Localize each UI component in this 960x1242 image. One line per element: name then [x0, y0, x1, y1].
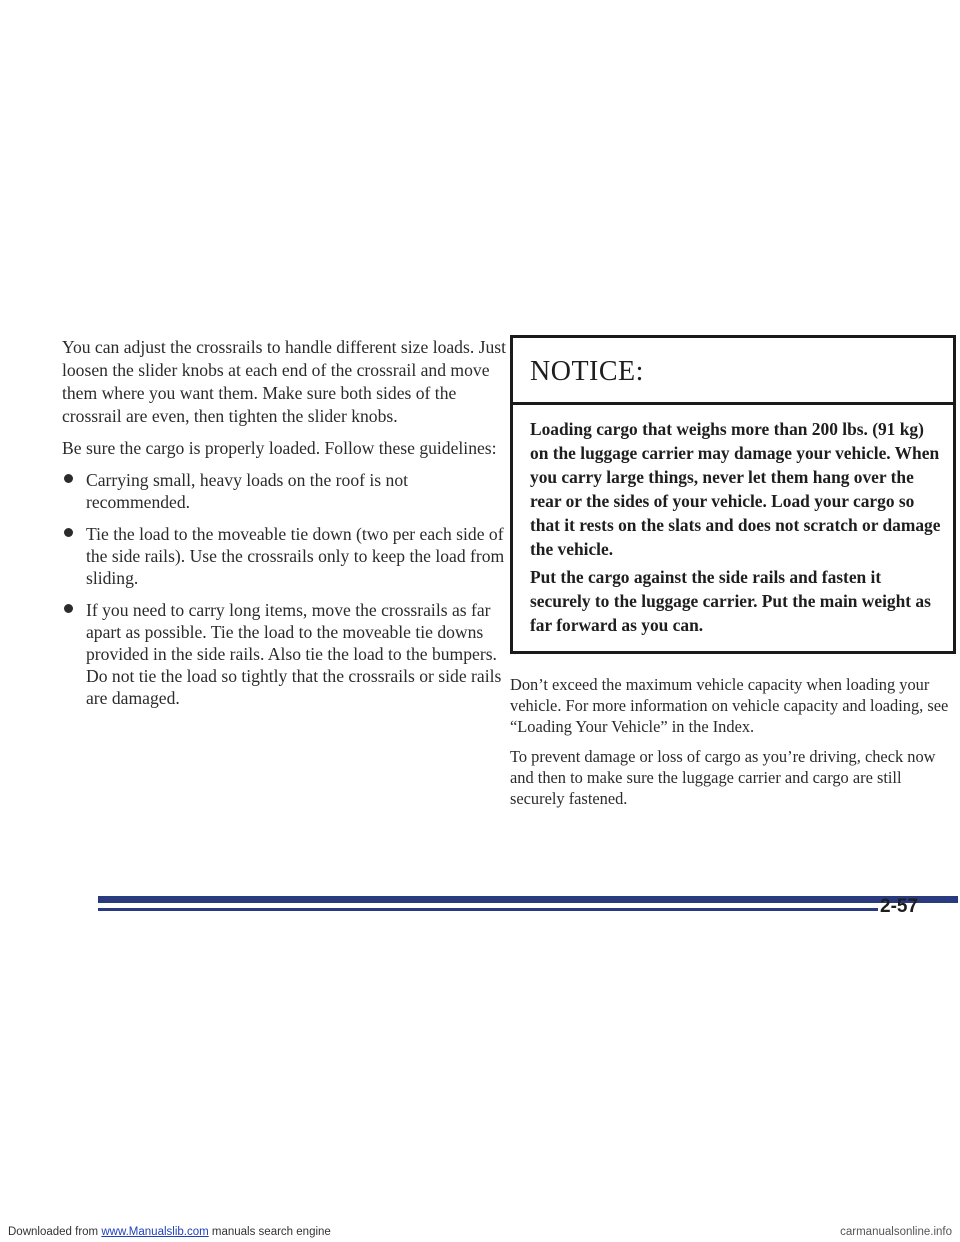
list-item-text: Tie the load to the moveable tie down (two per each side of the side rails). Use the crossrails only to keep the load from sliding.	[86, 524, 505, 588]
crossrail-adjust-paragraph: You can adjust the crossrails to handle different size loads. Just loosen the slider knobs at each end of the crossrail and move them where you want them. Make sure both sides of the crossrail are even, then tighten the slider knobs.	[62, 337, 507, 426]
check-cargo-paragraph: To prevent damage or loss of cargo as you’re driving, check now and then to make sure the luggage carrier and cargo are still securely fastened.	[510, 747, 936, 808]
notice-body	[513, 405, 953, 651]
bullet-icon	[64, 474, 73, 483]
list-item	[62, 523, 510, 589]
download-footer	[8, 1226, 331, 1238]
notice-fasten-instruction: Put the cargo against the side rails and fasten it securely to the luggage carrier. Put the main weight as far forward as you can.	[530, 567, 931, 635]
capacity-section	[510, 674, 956, 809]
right-column	[510, 335, 956, 818]
footer-rule-thin	[98, 908, 878, 911]
list-item-text: Carrying small, heavy loads on the roof is not recommended.	[86, 470, 409, 512]
list-item	[62, 469, 510, 513]
footer-prefix: Downloaded from	[8, 1226, 102, 1238]
left-column	[62, 336, 510, 719]
notice-title: NOTICE:	[513, 338, 953, 405]
guidelines-list	[62, 469, 510, 709]
notice-box	[510, 335, 956, 654]
bullet-icon	[64, 528, 73, 537]
notice-weight-warning: Loading cargo that weighs more than 200 lbs. (91 kg) on the luggage carrier may damage your vehicle. When you carry large things, never let them hang over the rear or the sides of your vehicle. Load your cargo so that it rests on the slats and does not scratch or damage the vehicle.	[530, 419, 941, 559]
watermark-text: carmanualsonline.info	[840, 1226, 952, 1238]
bullet-icon	[64, 604, 73, 613]
footer-rule-thick	[98, 896, 958, 903]
capacity-paragraph: Don’t exceed the maximum vehicle capacity when loading your vehicle. For more information on vehicle capacity and loading, see “Loading Your Vehicle” in the Index.	[510, 675, 949, 736]
page-number: 2-57	[880, 896, 919, 917]
list-item-text: If you need to carry long items, move the crossrails as far apart as possible. Tie the load to the moveable tie downs provided in the side rails. Also tie the load to the bumpers. Do not tie the load so tightly that the crossrails or side rails are damaged.	[86, 600, 502, 708]
list-item	[62, 599, 510, 709]
manualslib-link[interactable]: www.Manualslib.com	[101, 1226, 209, 1238]
cargo-guidelines-intro: Be sure the cargo is properly loaded. Follow these guidelines:	[62, 438, 497, 458]
footer-suffix: manuals search engine	[208, 1226, 331, 1238]
